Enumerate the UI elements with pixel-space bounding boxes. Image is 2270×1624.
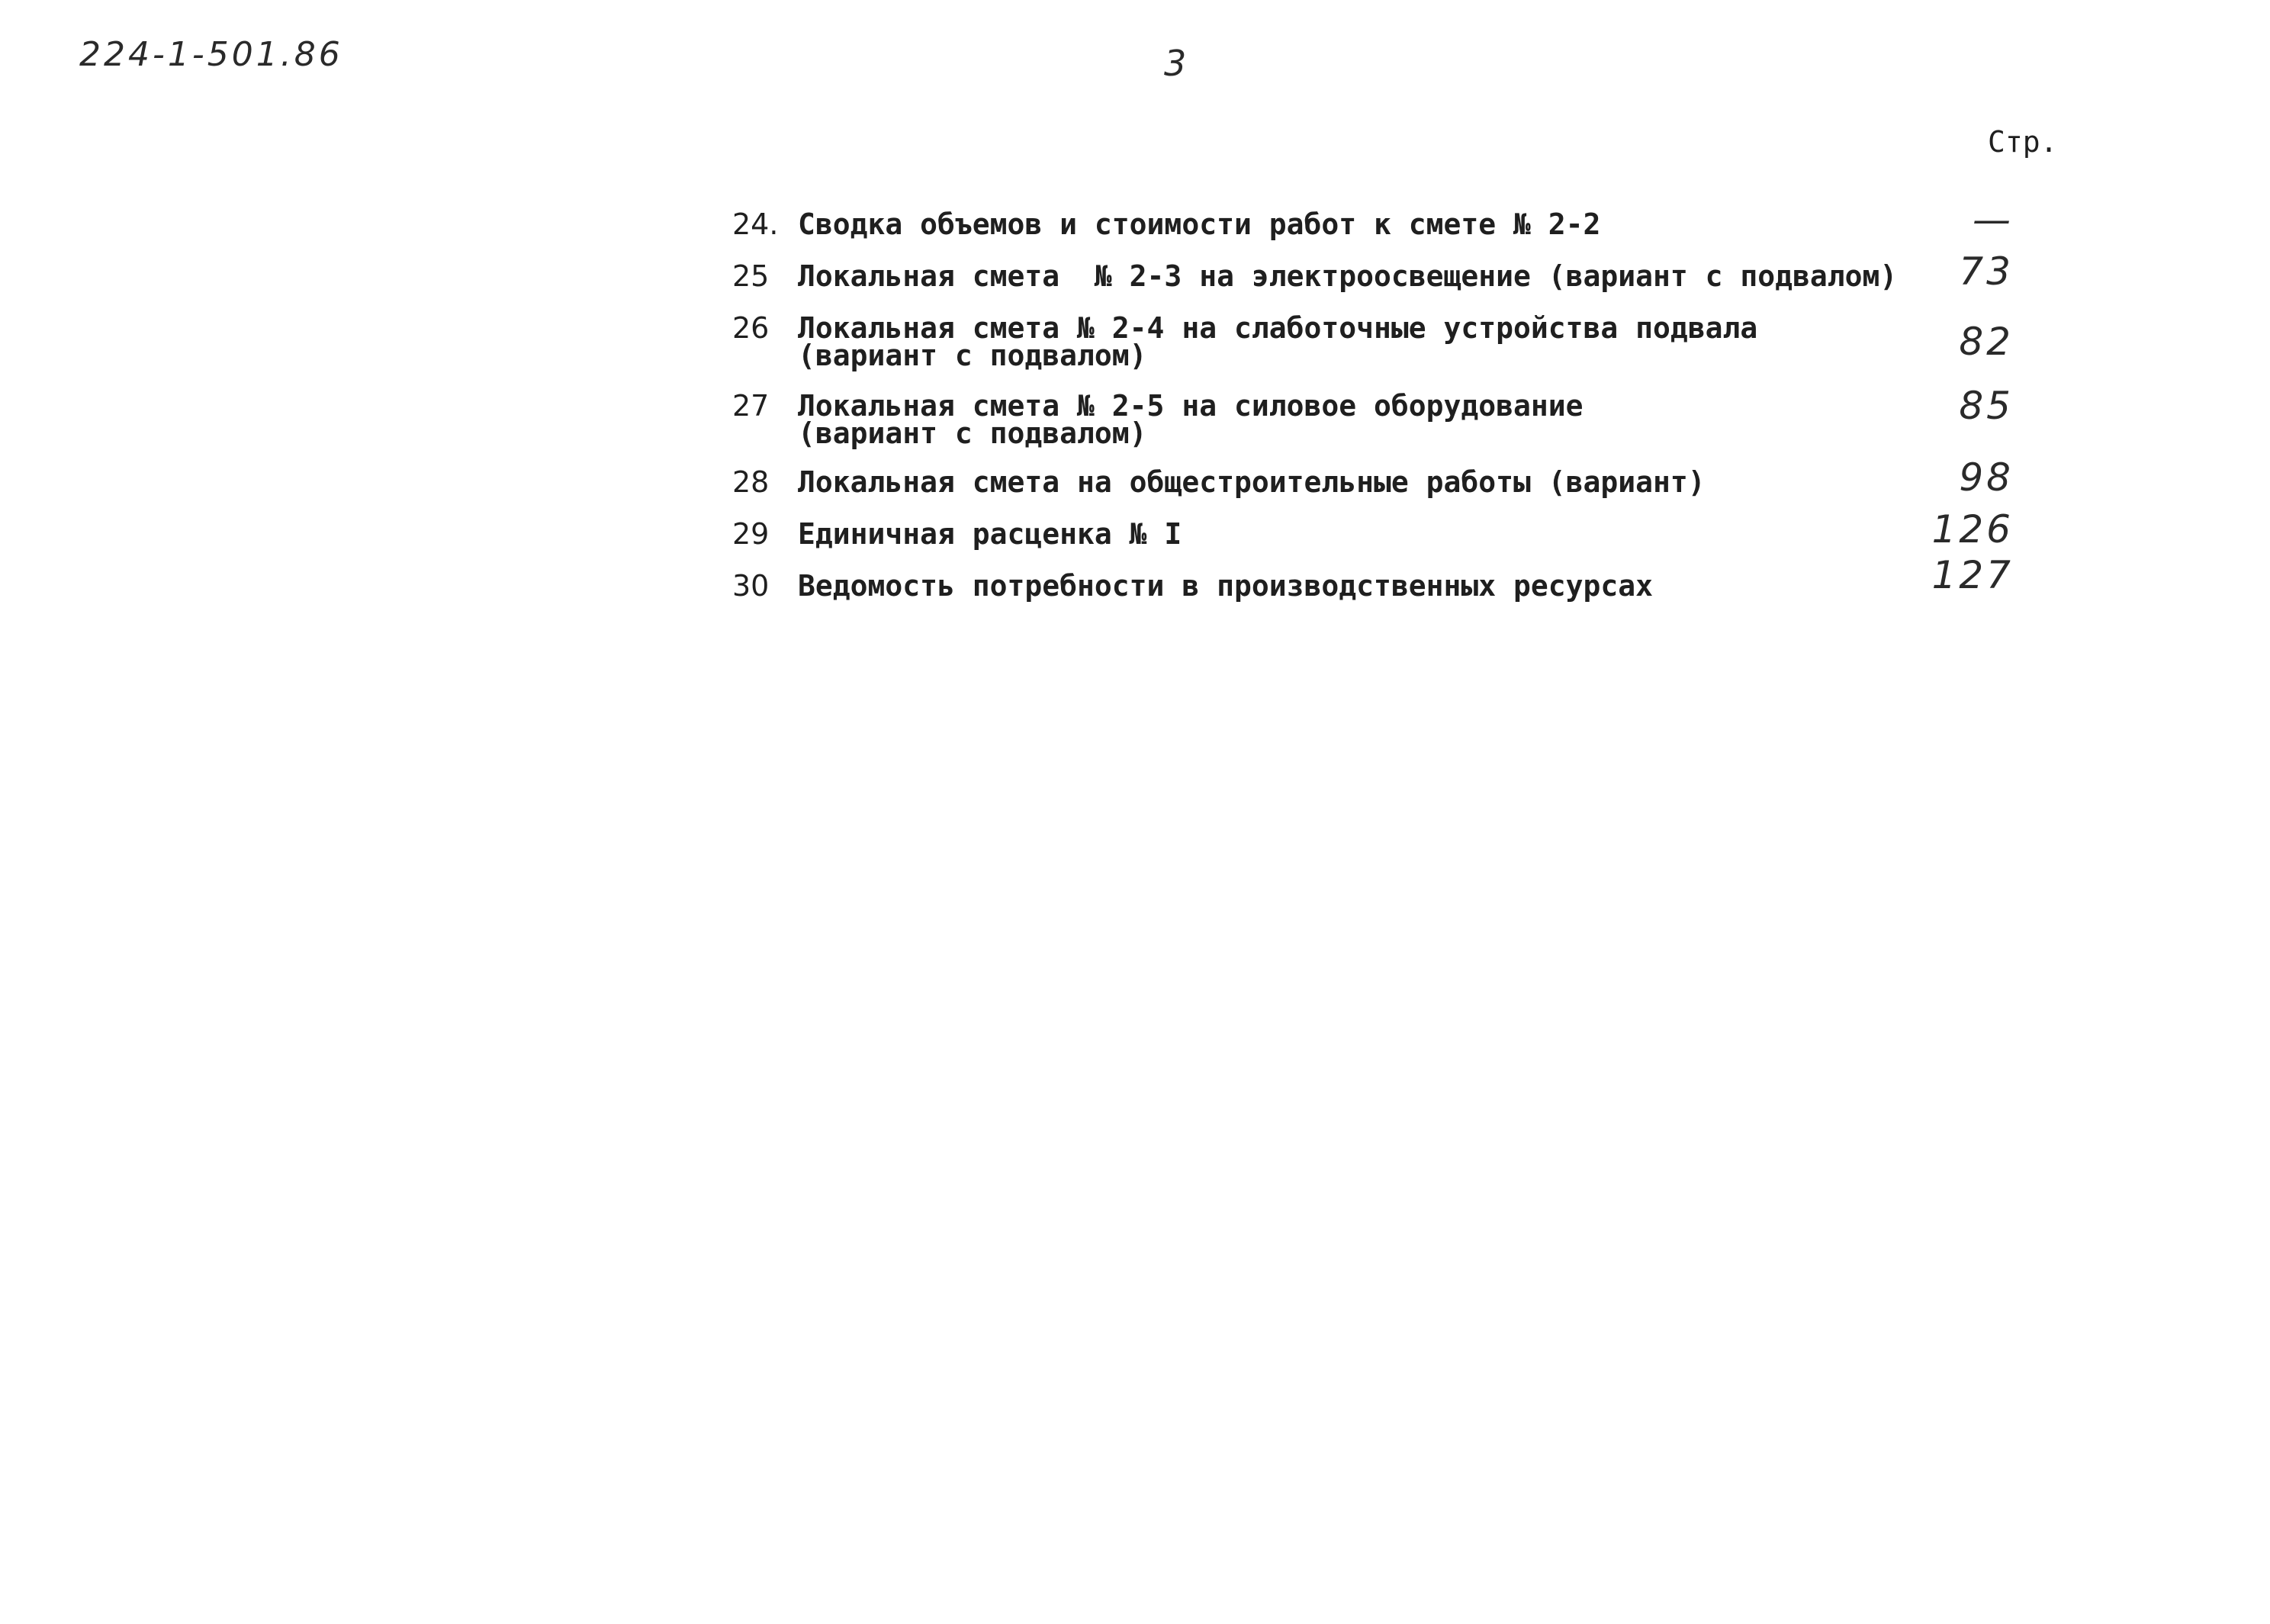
toc-item-number: 30 <box>732 569 770 603</box>
toc-item-page: 73 <box>1959 249 2014 294</box>
toc-item-number: 28 <box>732 465 770 499</box>
toc-item-number: 25 <box>732 259 770 293</box>
toc-item-number: 26 <box>732 311 770 345</box>
toc-item-title: Локальная смета № 2-5 на силовое оборудование (вариант с подвалом) <box>798 389 1584 450</box>
toc-item-title: Локальная смета на общестроительные работы (вариант) <box>798 465 1706 499</box>
toc-item-page: 127 <box>1931 553 2014 597</box>
document-code: 224-1-501.86 <box>79 35 343 74</box>
page-column-header: Стр. <box>1988 125 2058 159</box>
toc-item-number: 29 <box>732 517 770 551</box>
toc-item-title: Единичная расценка № I <box>798 517 1182 551</box>
toc-item-title: Локальная смета № 2-4 на слаботочные устройства подвала (вариант с подвалом) <box>798 311 1758 372</box>
toc-item-title: Ведомость потребности в производственных ресурсах <box>798 569 1654 603</box>
page-number: 3 <box>1164 43 1187 84</box>
toc-item-page: 126 <box>1931 507 2014 552</box>
toc-item-page: 98 <box>1959 455 2014 500</box>
toc-item-page: 82 <box>1959 320 2014 364</box>
toc-item-number: 24. <box>732 207 779 241</box>
toc-item-title: Локальная смета № 2-3 на электроосвещение (вариант с подвалом) <box>798 259 1898 293</box>
toc-item-title: Сводка объемов и стоимости работ к смете № 2-2 <box>798 207 1601 241</box>
toc-item-page: — <box>1973 198 2014 242</box>
toc-item-page: 85 <box>1959 384 2014 428</box>
toc-item-number: 27 <box>732 389 770 423</box>
